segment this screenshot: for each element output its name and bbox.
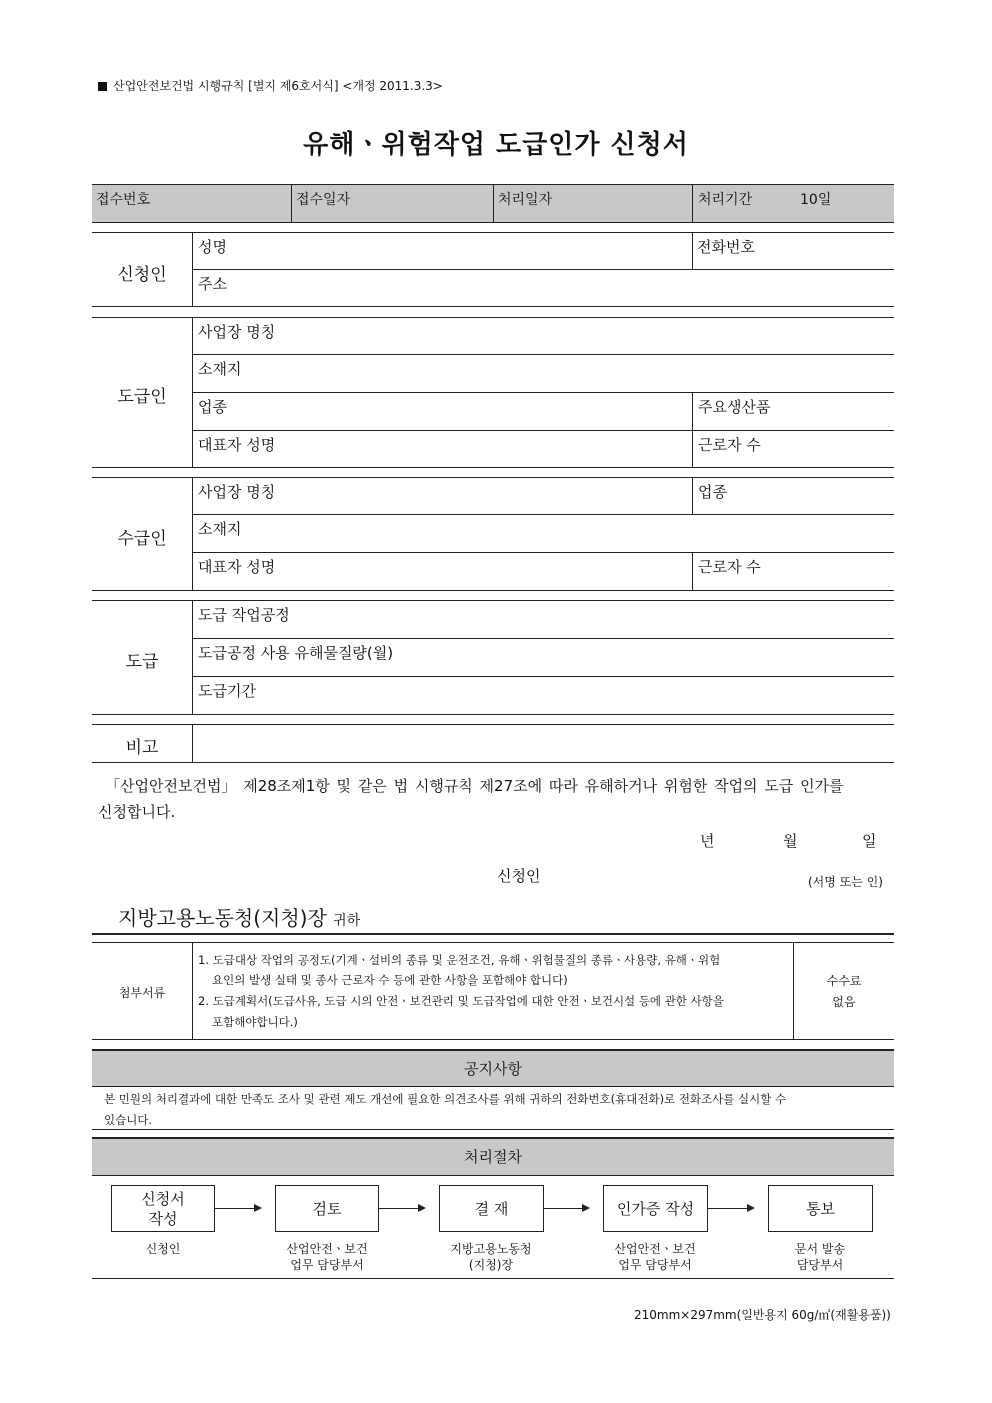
attachment-item-1b: 요인의 발생 실태 및 종사 근로자 수 등에 관한 사항을 포함해야 합니다) bbox=[212, 973, 568, 987]
divider bbox=[92, 1137, 894, 1139]
contractor-workers-field[interactable]: 근로자 수 bbox=[698, 436, 761, 454]
statement-line-2: 신청합니다. bbox=[98, 803, 176, 821]
divider bbox=[692, 552, 693, 590]
contract-period-field[interactable]: 도급기간 bbox=[198, 682, 256, 700]
form-reference bbox=[98, 77, 443, 94]
divider bbox=[192, 232, 193, 306]
contractor-rep-name-field[interactable]: 대표자 성명 bbox=[198, 436, 276, 454]
arrow-right-icon bbox=[215, 1208, 260, 1209]
step-5-caption-1: 문서 발송 bbox=[794, 1242, 846, 1256]
attachment-item-2b: 포함해야합니다.) bbox=[212, 1015, 298, 1029]
step-4-caption-2: 업무 담당부서 bbox=[618, 1258, 692, 1272]
step-4-caption-1: 산업안전ㆍ보건 bbox=[614, 1242, 696, 1256]
step-4-caption bbox=[593, 1241, 717, 1273]
contract-hazard-qty-field[interactable]: 도급공정 사용 유해물질량(월) bbox=[198, 644, 394, 662]
processing-period-label: 처리기간 bbox=[698, 192, 753, 208]
step-5-caption bbox=[758, 1241, 882, 1273]
receipt-date-label: 접수일자 bbox=[296, 192, 351, 208]
divider bbox=[192, 430, 894, 431]
notice-line-2: 있습니다. bbox=[104, 1113, 153, 1127]
divider bbox=[692, 477, 693, 514]
step-1-caption-1: 신청인 bbox=[145, 1242, 181, 1256]
attachments-label: 첨부서류 bbox=[118, 986, 166, 1000]
step-1-caption bbox=[111, 1241, 215, 1257]
divider bbox=[92, 1086, 894, 1087]
receipt-number-label: 접수번호 bbox=[96, 192, 151, 208]
subcontractor-workers-field[interactable]: 근로자 수 bbox=[698, 558, 761, 576]
addressee-name: 지방고용노동청(지청)장 bbox=[118, 906, 327, 930]
attachment-item-2a: 2. 도급계획서(도급사유, 도급 시의 안전ㆍ보건관리 및 도급작업에 대한 안전ㆍ보건시설 등에 관한 사항을 bbox=[198, 994, 724, 1008]
subcontractor-site-name-field[interactable]: 사업장 명칭 bbox=[198, 483, 276, 501]
step-2-caption-2: 업무 담당부서 bbox=[290, 1258, 364, 1272]
divider bbox=[192, 477, 193, 590]
date-year-label: 년 bbox=[700, 832, 715, 850]
subcontractor-industry-field[interactable]: 업종 bbox=[698, 483, 727, 501]
subcontractor-section-label: 수급인 bbox=[117, 529, 167, 549]
contractor-industry-field[interactable]: 업종 bbox=[198, 398, 227, 416]
attachment-item-1a: 1. 도급대상 작업의 공정도(기계ㆍ설비의 종류 및 운전조건, 유해ㆍ위험물질의 종류ㆍ사용량, 유해ㆍ위험 bbox=[198, 953, 721, 967]
divider bbox=[92, 942, 894, 943]
divider bbox=[493, 184, 494, 222]
subcontractor-location-field[interactable]: 소재지 bbox=[198, 520, 242, 538]
processing-period-value: 10일 bbox=[800, 192, 832, 208]
divider bbox=[92, 467, 894, 468]
divider bbox=[192, 269, 894, 270]
remarks-field[interactable] bbox=[193, 725, 893, 761]
divider bbox=[291, 184, 292, 222]
step-3-caption bbox=[429, 1241, 553, 1273]
applicant-name-field[interactable]: 성명 bbox=[198, 238, 227, 256]
divider bbox=[92, 762, 894, 763]
notice-line-1: 본 민원의 처리결과에 대한 만족도 조사 및 관련 제도 개선에 필요한 의견조사를 위해 귀하의 전화번호(휴대전화)로 전화조사를 실시할 수 bbox=[104, 1092, 787, 1106]
step-2-label: 검토 bbox=[312, 1199, 342, 1218]
divider bbox=[192, 354, 894, 355]
statement-line-1: 「산업안전보건법」 제28조제1항 및 같은 법 시행규칙 제27조에 따라 유해하거나 위험한 작업의 도급 인가를 bbox=[105, 777, 844, 795]
divider bbox=[192, 317, 193, 467]
step-5-box bbox=[768, 1185, 873, 1232]
divider bbox=[92, 600, 894, 601]
form-reference-text: 산업안전보건법 시행규칙 [별지 제6호서식] <개정 2011.3.3> bbox=[113, 79, 443, 93]
divider bbox=[92, 222, 894, 223]
contractor-main-product-field[interactable]: 주요생산품 bbox=[698, 398, 771, 416]
applicant-section-label: 신청인 bbox=[117, 265, 167, 285]
arrow-right-icon bbox=[544, 1208, 588, 1209]
divider bbox=[92, 590, 894, 591]
arrow-right-icon bbox=[708, 1208, 753, 1209]
divider bbox=[793, 942, 794, 1039]
step-5-label: 통보 bbox=[806, 1199, 835, 1218]
procedure-title: 처리절차 bbox=[464, 1148, 522, 1166]
processed-date-label: 처리일자 bbox=[498, 192, 553, 208]
divider bbox=[92, 1039, 894, 1040]
step-4-label: 인가증 작성 bbox=[616, 1199, 695, 1218]
divider bbox=[192, 552, 894, 553]
step-5-caption-2: 담당부서 bbox=[796, 1258, 844, 1272]
page-title: 유해ㆍ위험작업 도급인가 신청서 bbox=[303, 130, 689, 160]
divider bbox=[692, 392, 693, 467]
signer-label: 신청인 bbox=[497, 867, 541, 885]
divider bbox=[192, 392, 894, 393]
divider bbox=[92, 1278, 894, 1279]
contractor-section-label: 도급인 bbox=[117, 387, 167, 407]
step-1-box bbox=[111, 1185, 215, 1232]
divider bbox=[692, 232, 693, 269]
applicant-address-field[interactable]: 주소 bbox=[198, 275, 227, 293]
contract-process-field[interactable]: 도급 작업공정 bbox=[198, 606, 290, 624]
divider bbox=[192, 942, 193, 1039]
notice-title: 공지사항 bbox=[464, 1060, 522, 1078]
subcontractor-rep-name-field[interactable]: 대표자 성명 bbox=[198, 558, 276, 576]
contractor-site-name-field[interactable]: 사업장 명칭 bbox=[198, 323, 276, 341]
step-4-box bbox=[603, 1185, 708, 1232]
step-1-label-1: 신청서 bbox=[141, 1189, 185, 1208]
step-2-caption bbox=[265, 1241, 389, 1273]
fee-value: 없음 bbox=[832, 995, 856, 1009]
square-bullet-icon bbox=[98, 82, 107, 91]
divider bbox=[92, 1129, 894, 1130]
date-day-label: 일 bbox=[862, 832, 877, 850]
addressee-honorific: 귀하 bbox=[333, 913, 361, 929]
divider bbox=[92, 714, 894, 715]
paper-spec: 210mm×297mm(일반용지 60g/㎡(재활용품)) bbox=[634, 1308, 891, 1322]
contractor-location-field[interactable]: 소재지 bbox=[198, 360, 242, 378]
contract-section-label: 도급 bbox=[125, 652, 159, 672]
divider bbox=[192, 676, 894, 677]
step-2-caption-1: 산업안전ㆍ보건 bbox=[286, 1242, 368, 1256]
divider bbox=[92, 933, 894, 935]
divider bbox=[92, 232, 894, 233]
step-1-label-2: 작성 bbox=[148, 1209, 178, 1228]
divider bbox=[92, 1175, 894, 1176]
divider bbox=[192, 638, 894, 639]
divider bbox=[692, 184, 693, 222]
step-3-box bbox=[439, 1185, 544, 1232]
step-3-label: 결 재 bbox=[474, 1199, 509, 1218]
step-3-caption-2: (지청)장 bbox=[468, 1258, 514, 1272]
step-2-box bbox=[275, 1185, 379, 1232]
applicant-phone-field[interactable]: 전화번호 bbox=[697, 238, 755, 256]
date-month-label: 월 bbox=[783, 832, 798, 850]
divider bbox=[92, 317, 894, 318]
signature-hint: (서명 또는 인) bbox=[808, 875, 883, 889]
remarks-section-label: 비고 bbox=[125, 738, 159, 758]
addressee bbox=[118, 902, 360, 931]
divider bbox=[192, 600, 193, 714]
fee-label: 수수료 bbox=[826, 974, 862, 988]
divider bbox=[192, 514, 894, 515]
arrow-right-icon bbox=[379, 1208, 424, 1209]
divider bbox=[92, 306, 894, 307]
step-3-caption-1: 지방고용노동청 bbox=[450, 1242, 532, 1256]
divider bbox=[92, 477, 894, 478]
divider bbox=[92, 1049, 894, 1051]
